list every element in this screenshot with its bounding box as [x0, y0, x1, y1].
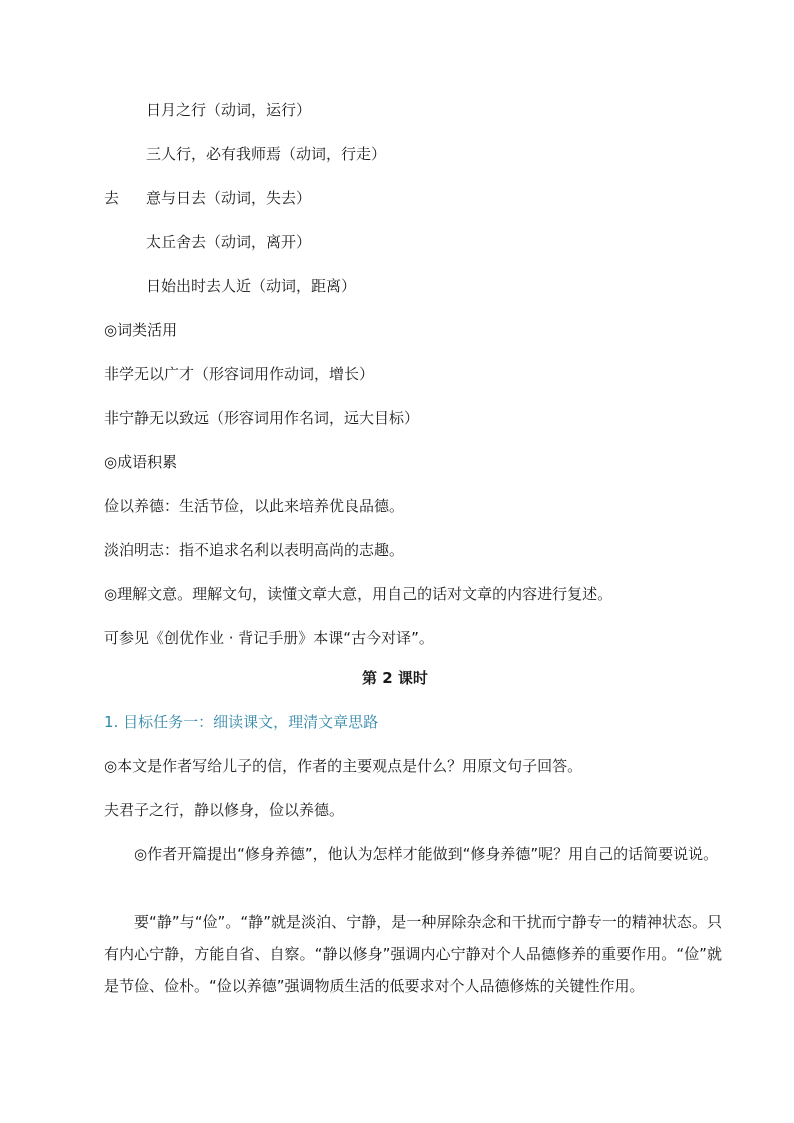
answer-2: 要“静”与“俭”。“静”就是淡泊、宁静，是一种屏除杂念和干扰而宁静专一的精神状态。只有内心宁静，方能自省、自察。“静以修身”强调内心宁静对个人品德修养的重要作用。“俭”就是节俭、俭朴。“俭以养德”强调物质生活的低要求对个人品德修炼的关键性作用。 [104, 913, 722, 995]
task-heading: 1. 目标任务一：细读课文，理清文章思路 [104, 713, 379, 731]
section-marker: ◎理解文意。理解文句，读懂文章大意，用自己的话对文章的内容进行复述。 [104, 585, 613, 603]
question-2: ◎作者开篇提出“修身养德”，他认为怎样才能做到“修身养德”呢？用自己的话简要说说。 [134, 845, 719, 863]
example-line: 非宁静无以致远（形容词用作名词，远大目标） [104, 409, 420, 427]
question-1: ◎本文是作者写给儿子的信，作者的主要观点是什么？用原文句子回答。 [104, 757, 583, 775]
answer-1: 夫君子之行，静以修身，俭以养德。 [104, 801, 345, 819]
section-marker: ◎词类活用 [104, 321, 178, 339]
word-label: 去 [104, 189, 120, 207]
example-line: 三人行，必有我师焉（动词，行走） [146, 145, 387, 163]
idiom-line: 淡泊明志：指不追求名利以表明高尚的志趣。 [104, 541, 405, 559]
lesson-title: 第 2 课时 [362, 669, 428, 687]
example-line: 意与日去（动词，失去） [146, 189, 312, 207]
section-marker: ◎成语积累 [104, 453, 178, 471]
example-line: 日始出时去人近（动词，距离） [146, 277, 357, 295]
reference-line: 可参见《创优作业 · 背记手册》本课“古今对译”。 [104, 629, 434, 647]
example-line: 日月之行（动词，运行） [146, 101, 312, 119]
example-line: 非学无以广才（形容词用作动词，增长） [104, 365, 375, 383]
idiom-line: 俭以养德：生活节俭，以此来培养优良品德。 [104, 497, 405, 515]
example-line: 太丘舍去（动词，离开） [146, 233, 312, 251]
